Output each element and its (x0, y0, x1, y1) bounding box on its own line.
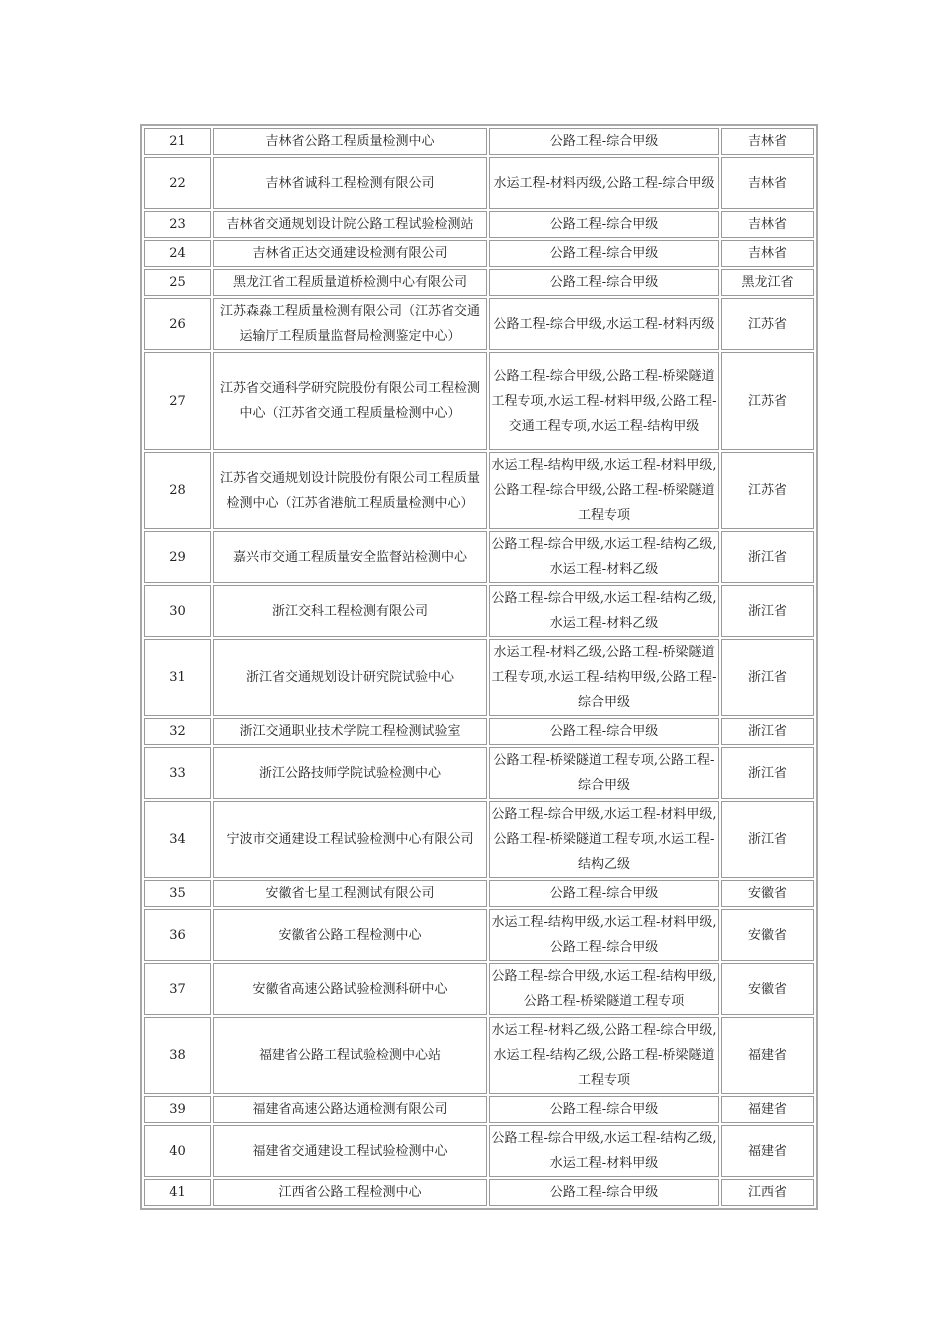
table-row (144, 639, 814, 716)
row-number-cell: 27 (144, 352, 211, 450)
qualification-cell: 公路工程-综合甲级,水运工程-结构甲级,公路工程-桥梁隧道工程专项 (489, 963, 719, 1015)
province-cell: 黑龙江省 (721, 269, 814, 296)
qualification-cell: 公路工程-综合甲级,水运工程-材料丙级 (489, 298, 719, 350)
agency-name-cell: 安徽省七星工程测试有限公司 (213, 880, 487, 907)
table-row (144, 211, 814, 238)
qualification-cell: 公路工程-综合甲级,公路工程-桥梁隧道工程专项,水运工程-材料甲级,公路工程-交通工程专项,水运工程-结构甲级 (489, 352, 719, 450)
qualification-cell: 公路工程-综合甲级 (489, 128, 719, 155)
table-row (144, 909, 814, 961)
row-number-cell: 24 (144, 240, 211, 267)
table-row (144, 269, 814, 296)
qualification-cell: 公路工程-综合甲级,水运工程-结构乙级,水运工程-材料乙级 (489, 531, 719, 583)
province-cell: 江苏省 (721, 352, 814, 450)
province-cell: 安徽省 (721, 909, 814, 961)
row-number-cell: 21 (144, 128, 211, 155)
qualification-cell: 公路工程-综合甲级,水运工程-结构乙级,水运工程-材料甲级 (489, 1125, 719, 1177)
province-cell: 浙江省 (721, 747, 814, 799)
agency-name-cell: 福建省交通建设工程试验检测中心 (213, 1125, 487, 1177)
province-cell: 福建省 (721, 1017, 814, 1094)
row-number-cell: 36 (144, 909, 211, 961)
province-cell: 吉林省 (721, 240, 814, 267)
row-number-cell: 29 (144, 531, 211, 583)
row-number-cell: 41 (144, 1179, 211, 1206)
row-number-cell: 34 (144, 801, 211, 878)
row-number-cell: 22 (144, 157, 211, 209)
agency-name-cell: 江苏省交通规划设计院股份有限公司工程质量检测中心（江苏省港航工程质量检测中心） (213, 452, 487, 529)
row-number-cell: 25 (144, 269, 211, 296)
agency-name-cell: 吉林省公路工程质量检测中心 (213, 128, 487, 155)
table-row (144, 585, 814, 637)
province-cell: 浙江省 (721, 531, 814, 583)
table-row (144, 718, 814, 745)
table-body (144, 128, 814, 1206)
province-cell: 浙江省 (721, 639, 814, 716)
row-number-cell: 35 (144, 880, 211, 907)
qualification-cell: 公路工程-综合甲级 (489, 718, 719, 745)
table-row (144, 298, 814, 350)
province-cell: 吉林省 (721, 157, 814, 209)
row-number-cell: 40 (144, 1125, 211, 1177)
province-cell: 江苏省 (721, 452, 814, 529)
province-cell: 江西省 (721, 1179, 814, 1206)
agency-name-cell: 安徽省公路工程检测中心 (213, 909, 487, 961)
province-cell: 安徽省 (721, 880, 814, 907)
agency-name-cell: 吉林省诚科工程检测有限公司 (213, 157, 487, 209)
agency-name-cell: 吉林省交通规划设计院公路工程试验检测站 (213, 211, 487, 238)
province-cell: 安徽省 (721, 963, 814, 1015)
row-number-cell: 26 (144, 298, 211, 350)
qualification-cell: 公路工程-综合甲级 (489, 269, 719, 296)
qualification-cell: 水运工程-材料乙级,公路工程-桥梁隧道工程专项,水运工程-结构甲级,公路工程-综合甲级 (489, 639, 719, 716)
table-row (144, 880, 814, 907)
province-cell: 福建省 (721, 1125, 814, 1177)
agency-name-cell: 浙江省交通规划设计研究院试验中心 (213, 639, 487, 716)
agency-name-cell: 宁波市交通建设工程试验检测中心有限公司 (213, 801, 487, 878)
qualification-cell: 公路工程-综合甲级 (489, 240, 719, 267)
agency-name-cell: 黑龙江省工程质量道桥检测中心有限公司 (213, 269, 487, 296)
province-cell: 浙江省 (721, 718, 814, 745)
row-number-cell: 32 (144, 718, 211, 745)
qualification-cell: 公路工程-综合甲级 (489, 880, 719, 907)
agency-name-cell: 浙江交通职业技术学院工程检测试验室 (213, 718, 487, 745)
qualification-cell: 公路工程-综合甲级 (489, 1179, 719, 1206)
table-row (144, 1017, 814, 1094)
table-row (144, 801, 814, 878)
table-row (144, 128, 814, 155)
agency-name-cell: 福建省公路工程试验检测中心站 (213, 1017, 487, 1094)
table-row (144, 1179, 814, 1206)
table-row (144, 240, 814, 267)
qualification-cell: 公路工程-桥梁隧道工程专项,公路工程-综合甲级 (489, 747, 719, 799)
province-cell: 福建省 (721, 1096, 814, 1123)
agency-name-cell: 浙江公路技师学院试验检测中心 (213, 747, 487, 799)
qualification-cell: 公路工程-综合甲级,水运工程-结构乙级,水运工程-材料乙级 (489, 585, 719, 637)
province-cell: 江苏省 (721, 298, 814, 350)
agency-name-cell: 吉林省正达交通建设检测有限公司 (213, 240, 487, 267)
row-number-cell: 38 (144, 1017, 211, 1094)
province-cell: 浙江省 (721, 585, 814, 637)
agency-name-cell: 江苏省交通科学研究院股份有限公司工程检测中心（江苏省交通工程质量检测中心） (213, 352, 487, 450)
agency-name-cell: 福建省高速公路达通检测有限公司 (213, 1096, 487, 1123)
row-number-cell: 39 (144, 1096, 211, 1123)
row-number-cell: 23 (144, 211, 211, 238)
row-number-cell: 37 (144, 963, 211, 1015)
qualification-cell: 公路工程-综合甲级,水运工程-材料甲级,公路工程-桥梁隧道工程专项,水运工程-结构乙级 (489, 801, 719, 878)
row-number-cell: 30 (144, 585, 211, 637)
table-row (144, 452, 814, 529)
agency-name-cell: 安徽省高速公路试验检测科研中心 (213, 963, 487, 1015)
agency-name-cell: 嘉兴市交通工程质量安全监督站检测中心 (213, 531, 487, 583)
qualification-cell: 公路工程-综合甲级 (489, 1096, 719, 1123)
table-row (144, 352, 814, 450)
agency-table (140, 124, 818, 1210)
table-row (144, 1096, 814, 1123)
table-row (144, 1125, 814, 1177)
qualification-cell: 公路工程-综合甲级 (489, 211, 719, 238)
table-row (144, 531, 814, 583)
agency-name-cell: 江西省公路工程检测中心 (213, 1179, 487, 1206)
table-row (144, 747, 814, 799)
qualification-cell: 水运工程-材料丙级,公路工程-综合甲级 (489, 157, 719, 209)
province-cell: 吉林省 (721, 211, 814, 238)
qualification-cell: 水运工程-结构甲级,水运工程-材料甲级,公路工程-综合甲级,公路工程-桥梁隧道工程专项 (489, 452, 719, 529)
row-number-cell: 31 (144, 639, 211, 716)
row-number-cell: 33 (144, 747, 211, 799)
agency-name-cell: 浙江交科工程检测有限公司 (213, 585, 487, 637)
province-cell: 浙江省 (721, 801, 814, 878)
province-cell: 吉林省 (721, 128, 814, 155)
table-row (144, 963, 814, 1015)
qualification-cell: 水运工程-材料乙级,公路工程-综合甲级,水运工程-结构乙级,公路工程-桥梁隧道工程专项 (489, 1017, 719, 1094)
agency-name-cell: 江苏森淼工程质量检测有限公司（江苏省交通运输厅工程质量监督局检测鉴定中心） (213, 298, 487, 350)
qualification-cell: 水运工程-结构甲级,水运工程-材料甲级,公路工程-综合甲级 (489, 909, 719, 961)
table-row (144, 157, 814, 209)
row-number-cell: 28 (144, 452, 211, 529)
